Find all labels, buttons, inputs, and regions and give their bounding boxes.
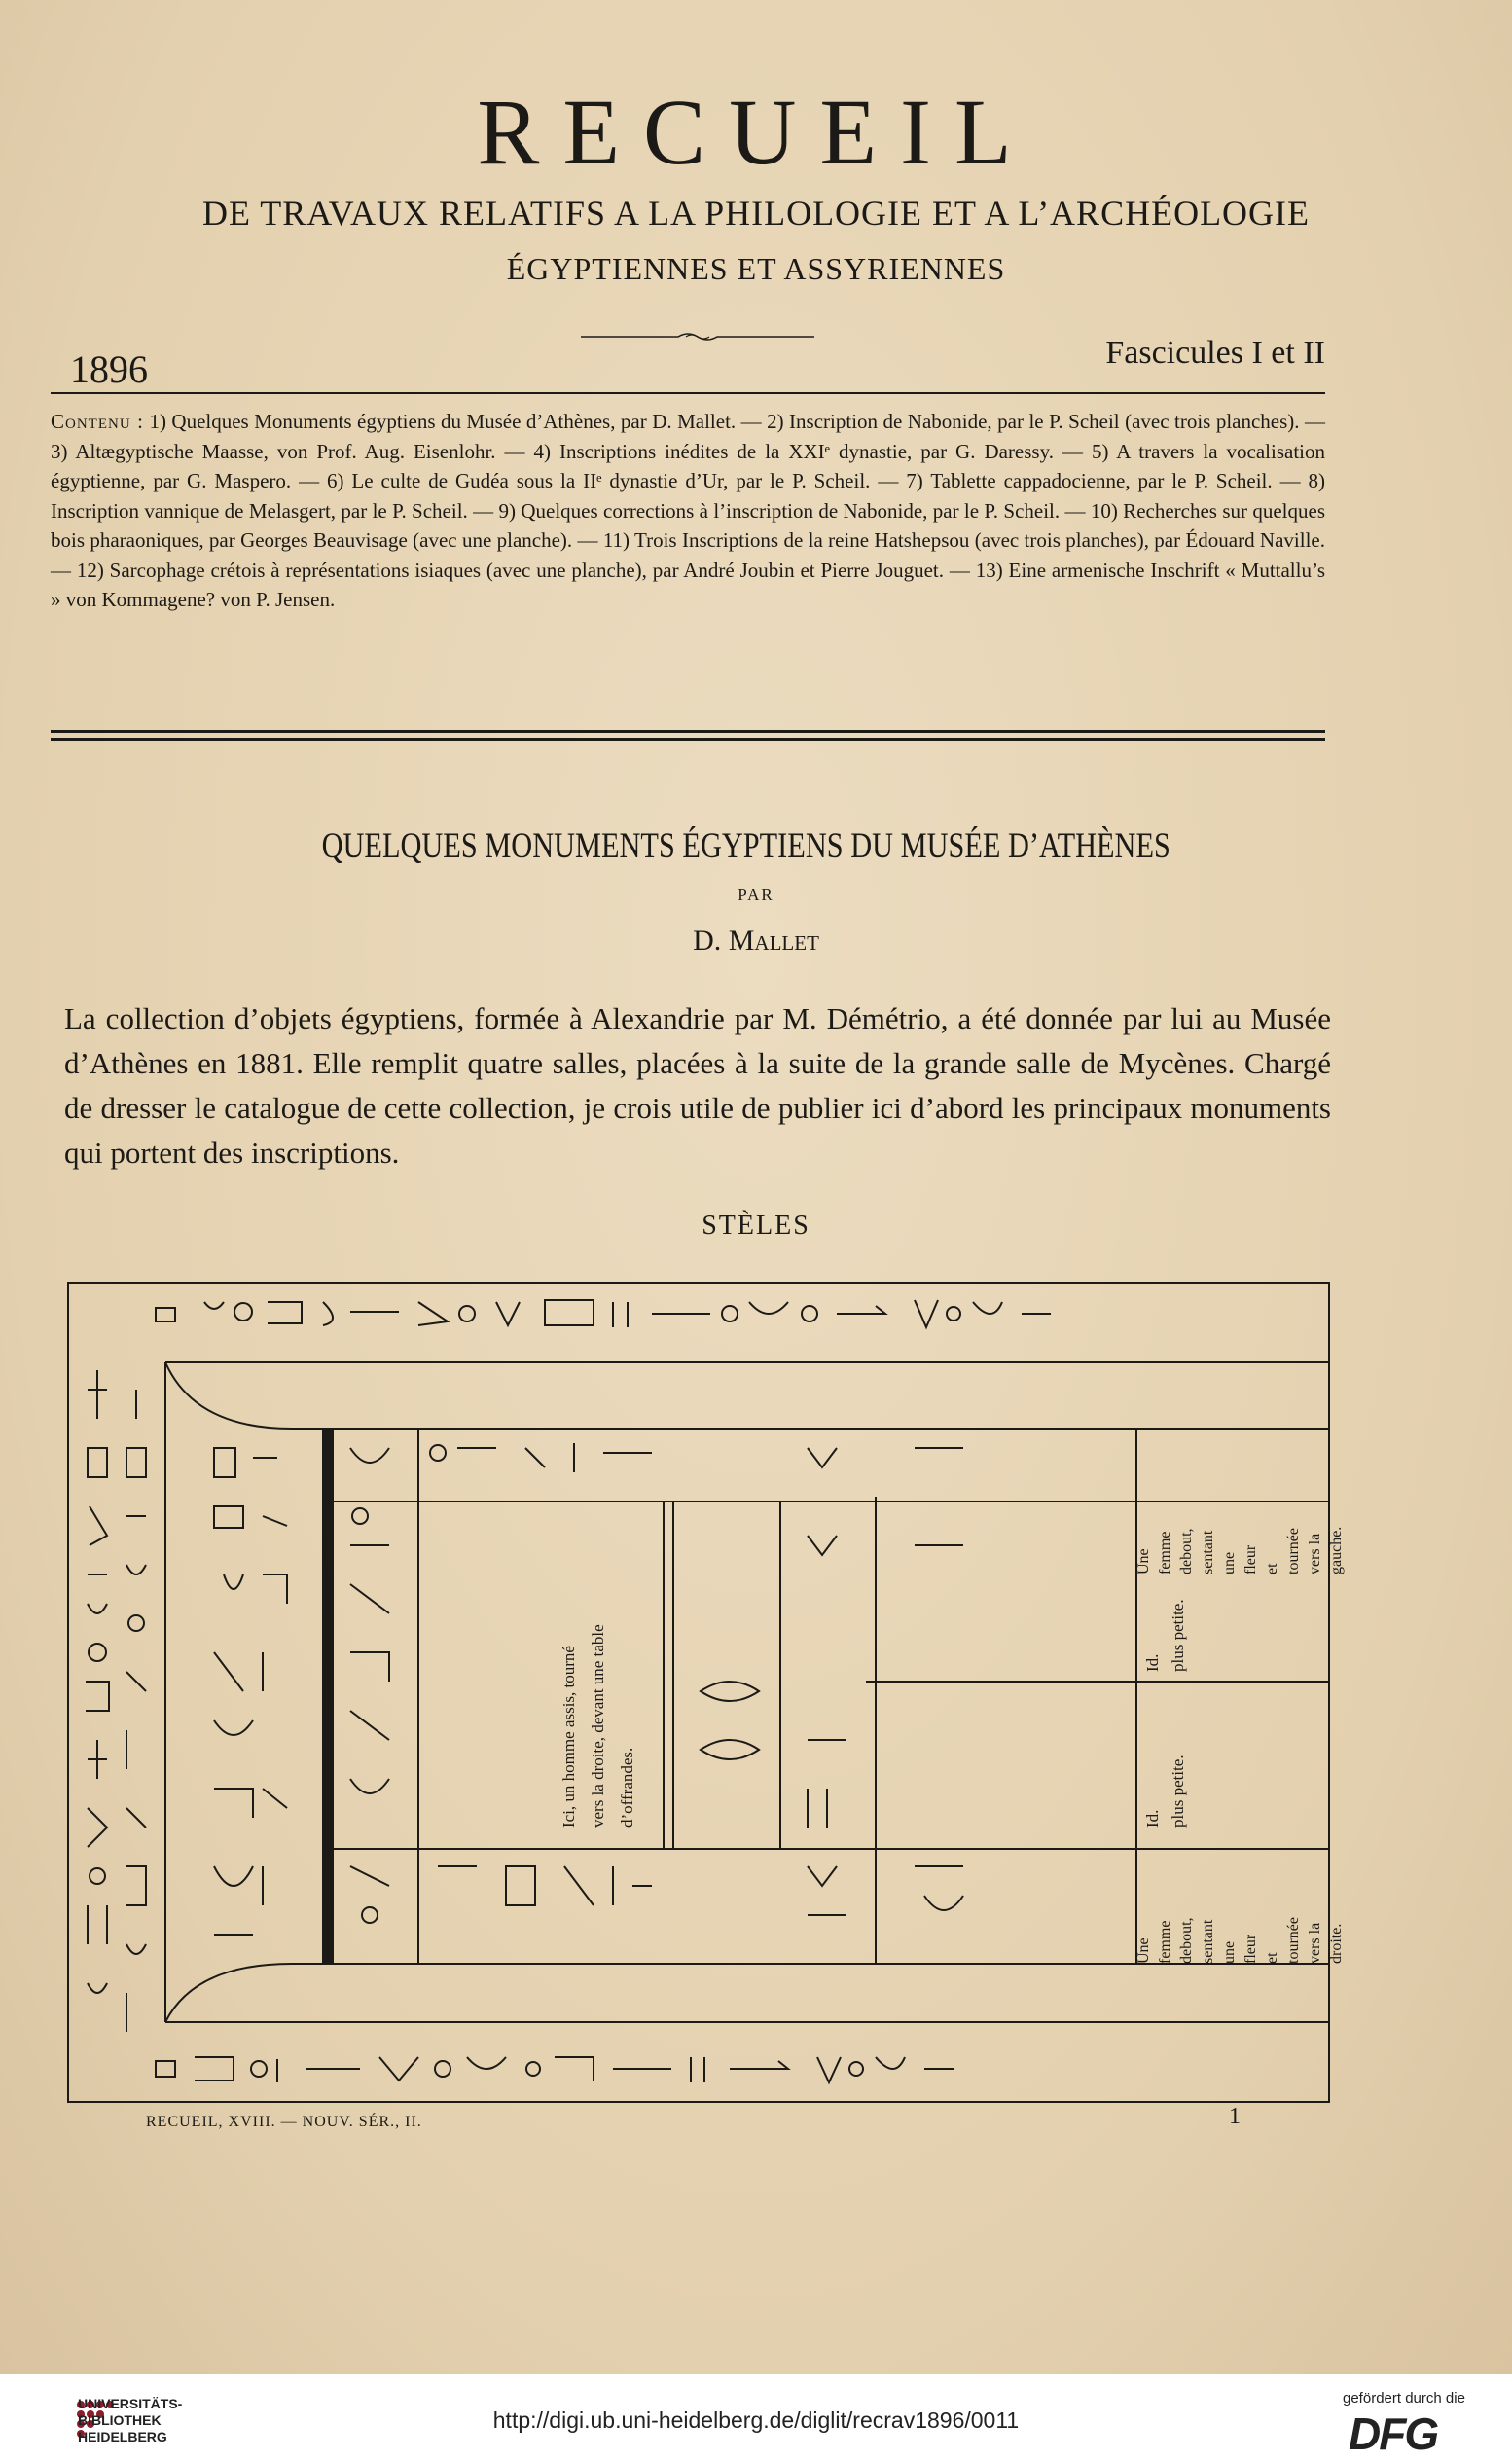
caption-id-bottom: Id. plus petite. [1143,1755,1187,1828]
byline-par: PAR [738,886,774,904]
article-paragraph: La collection d’objets égyptiens, formée à Alexandrie par M. Démétrio, a été donnée par lui au Musée d’Athènes en 1881. Elle remplit quatre salles, placées à la suite de la grande salle de Mycènes. Chargé de dresser le catalogue de cette collection, je crois utile de publier ici d’abord les principaux monuments qui portent des inscriptions. [64,1001,1331,1170]
caption-woman-right: Une femme debout, sentant une fleur et tournée vers la droite. [1135,1917,1345,1964]
contents-text: 1) Quelques Monuments égyptiens du Musée d’Athènes, par D. Mallet. — 2) Inscription de Nabonide, par le P. Scheil (avec trois planches). — 3) Altægyptische Maasse, von Prof. Aug. Eisenlohr. — 4) Inscriptions inédites de la XXIᵉ dynastie, par G. Daressy. — 5) A travers la vocalisation égyptienne, par G. Maspero. — 6) Le culte de Gudéa sous la IIᵉ dynastie d’Ur, par le P. Scheil. — 7) Tablette cappadocienne, par le P. Scheil. — 8) Inscription vannique de Melasgert, par le P. Scheil. — 9) Quelques corrections à l’inscription de Nabonide, par le P. Scheil. — 10) Recherches sur quelques bois pharaoniques, par Georges Beauvisage (avec une planche). — 11) Trois Inscriptions de la reine Hatshepsou (avec trois planches), par Édouard Naville. — 12) Sarcophage crétois à représentations isiaques (avec une planche), par André Joubin et Pierre Jouguet. — 13) Eine armenische Inschrift « Muttallu’s » von Kommagene? von P. Jensen. [51,410,1326,611]
fascicules: Fascicules I et II [1105,335,1325,371]
funded-by-label: gefördert durch die [1343,2390,1465,2407]
captions [559,1527,1345,1964]
caption-id-top: Id. plus petite. [1143,1599,1187,1672]
contents-label: Contenu : [51,410,144,433]
article-heading: QUELQUES MONUMENTS ÉGYPTIENS DU MUSÉE D’ATHÈNES [321,826,1170,866]
journal-title: RECUEIL [477,80,1035,184]
journal-subtitle-2: ÉGYPTIENNES ET ASSYRIENNES [506,251,1006,286]
article-author: D. Mallet [693,924,819,957]
running-footer: RECUEIL, XVIII. — NOUV. SÉR., II. [146,2114,422,2130]
journal-subtitle-1: DE TRAVAUX RELATIFS A LA PHILOLOGIE ET A L’ARCHÉOLOGIE [201,194,1311,233]
double-rule-bottom [51,738,1325,741]
page-number: 1 [1229,2104,1241,2129]
library-name: UNIVERSITÄTS- BIBLIOTHEK HEIDELBERG [78,2396,183,2444]
caption-man: Ici, un homme assis, tourné vers la droite, devant une table d’offrandes. [559,1624,636,1828]
source-url-link[interactable]: http://digi.ub.uni-heidelberg.de/diglit/recrav1896/0011 [492,2407,1020,2433]
double-rule-top [51,730,1325,733]
caption-woman-left: Une femme debout, sentant une fleur et tournée vers la gauche. [1135,1526,1345,1574]
stela-drawing [68,1283,1345,2102]
contents-block [51,407,1325,615]
dfg-logo: DFG [1349,2408,1438,2459]
section-title: STÈLES [702,1211,810,1241]
header-rule [51,392,1325,394]
ornament-divider [581,329,814,344]
year: 1896 [70,347,148,391]
